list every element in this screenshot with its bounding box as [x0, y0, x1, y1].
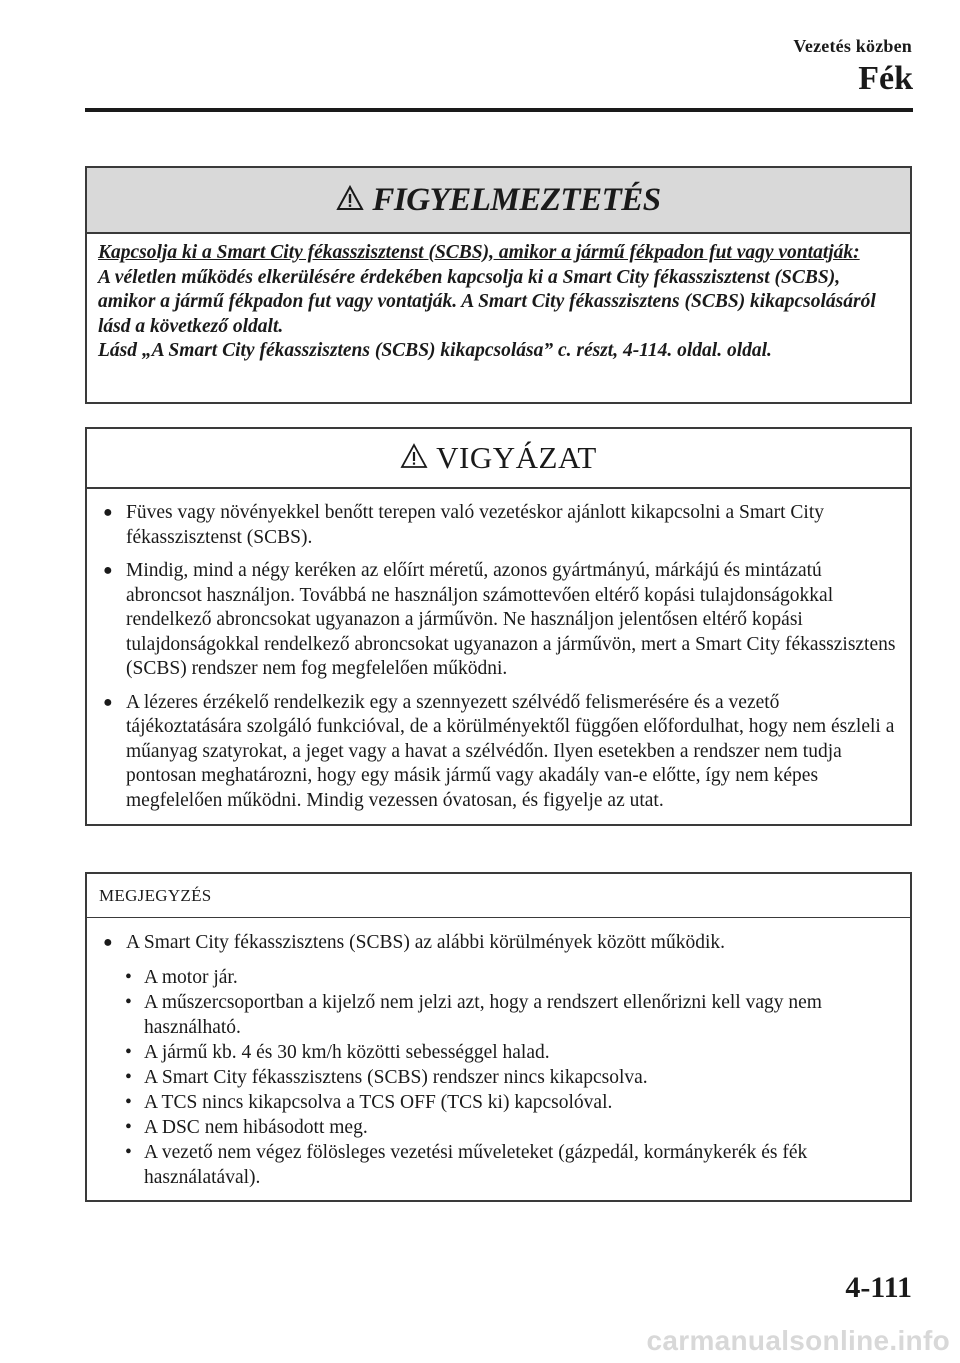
- warning-title: FIGYELMEZTETÉS: [372, 181, 661, 218]
- caution-item: [99, 501, 898, 550]
- note-box: [85, 872, 912, 1202]
- condition-item: [124, 1090, 898, 1115]
- header-divider: [85, 108, 913, 112]
- condition-item: [124, 1140, 898, 1190]
- bullet-icon: ●: [103, 562, 113, 579]
- sub-bullet-icon: •: [125, 1117, 132, 1138]
- condition-text: A Smart City fékasszisztens (SCBS) rendszer nincs kikapcsolva.: [144, 1067, 648, 1088]
- sub-bullet-icon: •: [125, 967, 132, 988]
- note-intro: [87, 918, 910, 955]
- condition-text: A vezető nem végez fölösleges vezetési műveleteket (gázpedál, kormánykerék és fék használatával).: [144, 1142, 808, 1188]
- sub-bullet-icon: •: [125, 992, 132, 1013]
- sub-bullet-icon: •: [125, 1092, 132, 1113]
- caution-header: [87, 429, 910, 489]
- caution-title: VIGYÁZAT: [436, 440, 597, 475]
- sub-bullet-icon: •: [125, 1142, 132, 1163]
- caution-item: [99, 691, 898, 814]
- sub-bullet-icon: •: [125, 1042, 132, 1063]
- caution-triangle-icon: [400, 443, 428, 474]
- condition-text: A motor jár.: [144, 967, 238, 988]
- note-intro-text: A Smart City fékasszisztens (SCBS) az alábbi körülmények között működik.: [126, 932, 725, 953]
- watermark: carmanualsonline.info: [646, 1325, 950, 1356]
- bullet-icon: ●: [103, 504, 113, 521]
- note-title: MEGJEGYZÉS: [99, 885, 212, 905]
- warning-triangle-icon: [336, 185, 364, 216]
- bullet-icon: ●: [103, 934, 113, 951]
- condition-item: [124, 1115, 898, 1140]
- caution-item: [99, 559, 898, 682]
- sub-bullet-icon: •: [125, 1067, 132, 1088]
- caution-item-text: Mindig, mind a négy keréken az előírt méretű, azonos gyártmányú, márkájú és mintázatú abroncsot használjon. Továbbá ne használjon számottevően eltérő kopási tulajdonságokkal rendelkező abroncsokat ugyanazon a járművön. Ne használjon jelentősen eltérő kopási tulajdonságokkal rendelkező abroncsokat ugyanazon a járművön, mert a Smart City fékasszisztens (SCBS) rendszer nem fog megfelelően működni.: [126, 560, 896, 679]
- warning-text: A véletlen működés elkerülésére érdekében kapcsolja ki a Smart City fékasszisztenst (SCBS), amikor a jármű fékpadon fut vagy vontatják. A Smart City fékasszisztens (SCBS) kikapcsolásáról lásd a következő oldalt.: [98, 266, 876, 337]
- warning-reference: Lásd „A Smart City fékasszisztens (SCBS) kikapcsolása” c. részt, 4-114. oldal. oldal.: [98, 340, 772, 361]
- caution-item-text: Füves vagy növényekkel benőtt terepen való vezetéskor ajánlott kikapcsolni a Smart City fékasszisztenst (SCBS).: [126, 502, 825, 548]
- condition-text: A DSC nem hibásodott meg.: [144, 1117, 368, 1138]
- section-title: Vezetés közben: [793, 36, 912, 56]
- caution-list: [87, 489, 910, 813]
- condition-text: A TCS nincs kikapcsolva a TCS OFF (TCS ki) kapcsolóval.: [144, 1092, 613, 1113]
- bullet-icon: ●: [103, 693, 113, 711]
- caution-box: [85, 427, 912, 826]
- condition-list: [87, 965, 910, 1190]
- warning-body: [87, 234, 910, 364]
- note-header: [87, 874, 910, 918]
- condition-text: A műszercsoportban a kijelző nem jelzi azt, hogy a rendszert ellenőrizni kell vagy nem használható.: [144, 992, 822, 1038]
- condition-text: A jármű kb. 4 és 30 km/h közötti sebességgel halad.: [144, 1042, 550, 1063]
- page-title: Fék: [858, 60, 913, 97]
- warning-lead: Kapcsolja ki a Smart City fékasszisztenst (SCBS), amikor a jármű fékpadon fut vagy vontatják:: [98, 242, 860, 263]
- warning-header: [87, 168, 910, 234]
- condition-item: [124, 1040, 898, 1065]
- page-number: 4-111: [845, 1271, 912, 1304]
- warning-box: [85, 166, 912, 404]
- condition-item: [124, 965, 898, 990]
- condition-item: [124, 990, 898, 1040]
- condition-item: [124, 1065, 898, 1090]
- caution-item-text: A lézeres érzékelő rendelkezik egy a szennyezett szélvédő felismerésére és a vezető tájékoztatására szolgáló funkcióval, de a körülményektől függően előfordulhat, hogy nem észleli a műanyag szatyrokat, a jeget vagy a havat a szélvédőn. Ilyen esetekben a rendszer nem tudja pontosan meghatározni, hogy egy másik jármű vagy akadály van-e előtte, így nem képes megfelelően működni. Mindig vezessen óvatosan, és figyelje az utat.: [126, 691, 895, 811]
